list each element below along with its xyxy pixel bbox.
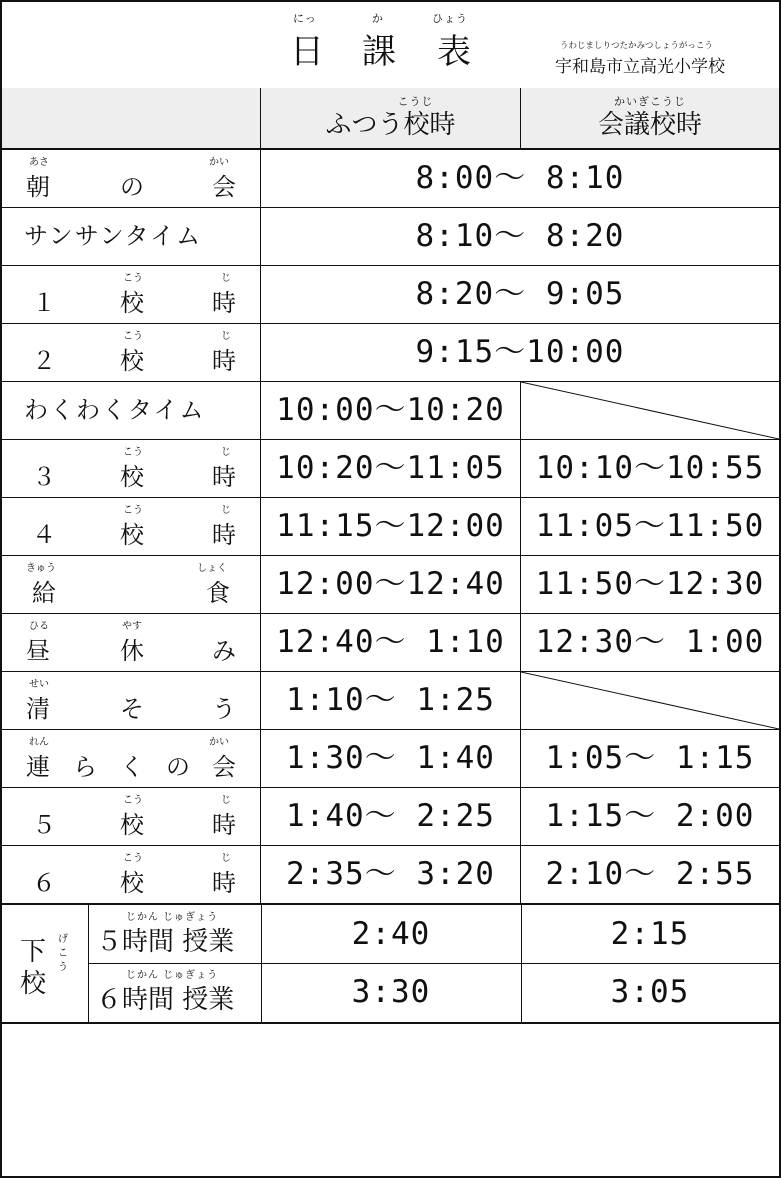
schedule-table	[2, 88, 779, 1024]
blank-area	[2, 1015, 779, 1176]
label-cell	[2, 730, 261, 787]
ruby: じ	[221, 795, 231, 806]
dismissal-time: 3:05	[610, 974, 690, 1010]
six-period-label-cell	[88, 963, 262, 1022]
period-number: １	[32, 289, 56, 317]
row-noon-break	[2, 614, 779, 672]
title-ruby-2: か	[372, 12, 384, 25]
label-char: ら	[73, 753, 97, 781]
period-number: ６	[32, 869, 56, 897]
header-regular-cell	[261, 88, 521, 148]
conference-time-cell	[521, 846, 779, 903]
label-text: わくわくタイム	[24, 396, 206, 424]
ruby: じ	[221, 447, 231, 458]
label-char: そ	[120, 695, 144, 723]
time-range: 1:10～ 1:25	[286, 682, 495, 718]
ruby: かい	[209, 737, 229, 748]
label-char: 校	[120, 347, 144, 375]
row-homeroom	[2, 730, 779, 788]
ruby: じ	[221, 273, 231, 284]
header-regular-ruby: こうじ	[397, 95, 434, 108]
conference-time-cell	[521, 614, 779, 671]
ruby: こう	[123, 853, 143, 864]
time-range: 11:15～12:00	[276, 508, 505, 544]
time-range: 9:15～10:00	[415, 334, 625, 370]
conference-time-cell	[521, 498, 779, 555]
time-range: 1:15～ 2:00	[545, 798, 755, 834]
header-row	[2, 88, 779, 150]
label-char: 時	[212, 463, 236, 491]
diagonal-line	[521, 672, 779, 729]
label-cell	[2, 788, 261, 845]
regular-time-cell	[261, 788, 521, 845]
label-char: 校	[120, 521, 144, 549]
dismissal-char-1: 下	[20, 937, 47, 967]
label-char: 時	[212, 869, 236, 897]
label-char: み	[212, 637, 236, 665]
label-cell	[2, 382, 261, 439]
label-char: 食	[206, 579, 230, 607]
header-blank-cell	[2, 88, 261, 148]
label-char: 昼	[26, 637, 50, 665]
ruby: じ	[221, 505, 231, 516]
label-cell	[2, 208, 261, 265]
regular-time-cell	[261, 730, 521, 787]
header-conference: 会議校時	[597, 110, 702, 140]
row-period-3	[2, 440, 779, 498]
title-area	[2, 2, 779, 90]
regular-time-cell	[261, 556, 521, 613]
conference-time-cell	[521, 788, 779, 845]
label-cell	[2, 614, 261, 671]
time-range: 1:40～ 2:25	[286, 798, 495, 834]
time-range: 1:05～ 1:15	[545, 740, 755, 776]
time-cell	[261, 150, 779, 207]
label-cell	[2, 556, 261, 613]
time-range: 10:20～11:05	[276, 450, 505, 486]
title-char-1: 日	[290, 32, 324, 72]
regular-time-cell	[261, 498, 521, 555]
period-number: ２	[32, 347, 56, 375]
ruby: せい	[29, 679, 49, 690]
header-conference-ruby: かいぎこうじ	[614, 95, 686, 108]
label-cell	[2, 672, 261, 729]
ruby: こう	[123, 505, 143, 516]
label-char: う	[212, 695, 236, 723]
label-cell	[2, 266, 261, 323]
regular-time-cell	[261, 846, 521, 903]
time-cell	[261, 324, 779, 381]
time-range: 2:35～ 3:20	[286, 856, 495, 892]
conference-time-cell	[521, 440, 779, 497]
ruby: こう	[123, 273, 143, 284]
five-period-label-cell	[88, 905, 262, 964]
label-char: 時	[212, 289, 236, 317]
label-char: 会	[212, 173, 236, 201]
row-period-2	[2, 324, 779, 382]
ruby: しょく	[197, 563, 227, 574]
label-cell	[2, 324, 261, 381]
five-period-regular-cell	[261, 905, 522, 964]
time-range: 11:50～12:30	[535, 566, 765, 602]
diagonal-line	[521, 382, 779, 439]
label-char: 校	[120, 811, 144, 839]
label-cell	[2, 440, 261, 497]
ruby: こう	[123, 795, 143, 806]
row-cleaning	[2, 672, 779, 730]
time-range: 2:10～ 2:55	[545, 856, 755, 892]
ruby: じかん じゅぎょう	[126, 970, 219, 981]
row-period-1	[2, 266, 779, 324]
label-char: 清	[26, 695, 50, 723]
label-char: 連	[26, 753, 50, 781]
ruby: れん	[29, 737, 49, 748]
regular-time-cell	[261, 672, 521, 729]
label-char: 朝	[26, 173, 50, 201]
label-char: 会	[212, 753, 236, 781]
six-period-label: ６時間 授業	[96, 985, 235, 1015]
time-range: 1:30～ 1:40	[286, 740, 495, 776]
time-cell	[261, 266, 779, 323]
period-number: ４	[32, 521, 56, 549]
empty-diagonal-cell	[521, 672, 779, 729]
ruby: こう	[123, 331, 143, 342]
label-char: の	[166, 753, 190, 781]
label-char: く	[120, 753, 144, 781]
row-sunsun-time	[2, 208, 779, 266]
header-conference-cell	[521, 88, 779, 148]
ruby: こう	[123, 447, 143, 458]
ruby: じ	[221, 331, 231, 342]
time-range: 10:10～10:55	[535, 450, 765, 486]
time-range: 8:00～ 8:10	[415, 160, 625, 196]
time-range: 12:00～12:40	[276, 566, 505, 602]
title-ruby-3: ひょう	[432, 12, 468, 25]
dismissal-char-2: 校	[20, 969, 47, 999]
label-char: 休	[120, 637, 144, 665]
period-number: ５	[32, 811, 56, 839]
row-morning-assembly	[2, 150, 779, 208]
label-cell	[2, 498, 261, 555]
row-period-5	[2, 788, 779, 846]
time-range: 12:40～ 1:10	[276, 624, 505, 660]
five-period-label: ５時間 授業	[96, 927, 235, 957]
period-number: ３	[32, 463, 56, 491]
label-text: サンサンタイム	[24, 222, 203, 250]
header-regular: ふつう校時	[325, 110, 456, 140]
label-char: 校	[120, 463, 144, 491]
six-period-conference-cell	[521, 963, 779, 1022]
row-wakuwaku-time	[2, 382, 779, 440]
time-range: 8:20～ 9:05	[415, 276, 625, 312]
dismissal-ruby: げこう	[58, 934, 68, 973]
label-char: 時	[212, 347, 236, 375]
time-cell	[261, 208, 779, 265]
label-cell	[2, 846, 261, 903]
label-char: 校	[120, 869, 144, 897]
title-char-2: 課	[362, 32, 396, 72]
ruby: ひる	[29, 621, 49, 632]
ruby: じかん じゅぎょう	[126, 912, 219, 923]
regular-time-cell	[261, 614, 521, 671]
label-char: 時	[212, 521, 236, 549]
dismissal-section	[2, 903, 779, 1024]
conference-time-cell	[521, 730, 779, 787]
dismissal-time: 3:30	[351, 974, 431, 1010]
ruby: かい	[209, 157, 229, 168]
row-lunch	[2, 556, 779, 614]
six-period-regular-cell	[261, 963, 522, 1022]
row-period-4	[2, 498, 779, 556]
conference-time-cell	[521, 556, 779, 613]
school-name: 宇和島市立高光小学校	[555, 57, 725, 77]
ruby: あさ	[29, 157, 49, 168]
label-char: 校	[120, 289, 144, 317]
time-range: 12:30～ 1:00	[535, 624, 765, 660]
ruby: やす	[122, 621, 142, 632]
empty-diagonal-cell	[521, 382, 779, 439]
dismissal-time: 2:40	[351, 916, 431, 952]
ruby: きゅう	[26, 563, 56, 574]
label-char: の	[120, 173, 144, 201]
title-ruby-1: にっ	[293, 12, 317, 25]
label-cell	[2, 150, 261, 207]
row-period-6	[2, 846, 779, 903]
regular-time-cell	[261, 382, 521, 439]
dismissal-time: 2:15	[610, 916, 690, 952]
label-char: 時	[212, 811, 236, 839]
ruby: じ	[221, 853, 231, 864]
school-ruby: うわじましりつたかみつしょうがっこう	[560, 41, 713, 51]
title-char-3: 表	[437, 32, 471, 72]
time-range: 11:05～11:50	[535, 508, 765, 544]
label-char: 給	[32, 579, 56, 607]
regular-time-cell	[261, 440, 521, 497]
dismissal-label-cell	[2, 905, 89, 1022]
time-range: 8:10～ 8:20	[415, 218, 625, 254]
time-range: 10:00～10:20	[276, 392, 505, 428]
five-period-conference-cell	[521, 905, 779, 964]
